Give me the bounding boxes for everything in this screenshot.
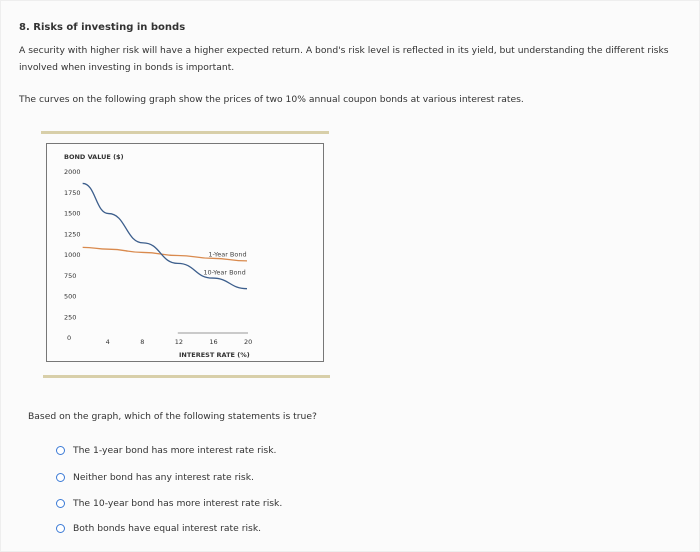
answer-option-1[interactable]: [56, 445, 276, 456]
y-tick-label: 500: [64, 292, 77, 301]
x-tick-label: 8: [140, 338, 145, 346]
answer-option-label: The 10-year bond has more interest rate risk.: [73, 498, 283, 509]
x-axis-label: INTEREST RATE (%): [179, 351, 250, 359]
x-tick-label: 12: [174, 338, 184, 346]
bond-price-chart: [46, 143, 324, 362]
bond-price-chart-svg: [47, 144, 323, 361]
question-heading: 8. Risks of investing in bonds: [19, 22, 186, 33]
series-label-1-year: 1-Year Bond: [208, 250, 247, 259]
intro-text: A security with higher risk will have a higher expected return. A bond's risk level is reflected in its yield, but understanding the different risks involved when investing in bonds is important.: [19, 45, 669, 73]
y-tick-label: 0: [67, 334, 72, 342]
radio-button[interactable]: [56, 446, 65, 455]
y-tick-label: 1250: [64, 230, 81, 239]
y-tick-label: 1000: [64, 251, 81, 259]
x-tick-label: 16: [209, 338, 218, 346]
y-tick-label: 750: [64, 271, 77, 280]
answer-option-2[interactable]: [56, 472, 254, 483]
question-prompt: Based on the graph, which of the following statements is true?: [28, 411, 317, 422]
y-tick-label: 250: [64, 313, 77, 322]
y-axis-label: BOND VALUE ($): [64, 153, 124, 161]
y-tick-label: 1500: [64, 209, 81, 218]
y-tick-label: 2000: [64, 168, 81, 176]
series-label-10-year: 10-Year Bond: [203, 268, 246, 277]
radio-button[interactable]: [56, 499, 65, 508]
graph-top-divider: [41, 131, 329, 134]
answer-option-4[interactable]: [56, 523, 261, 534]
radio-button[interactable]: [56, 473, 65, 482]
radio-button[interactable]: [56, 524, 65, 533]
x-tick-label: 20: [244, 338, 253, 346]
graph-intro-text: The curves on the following graph show the prices of two 10% annual coupon bonds at various interest rates.: [19, 94, 524, 105]
graph-bottom-divider: [43, 375, 330, 378]
answer-option-label: The 1-year bond has more interest rate risk.: [73, 445, 277, 456]
answer-option-3[interactable]: [56, 498, 282, 509]
answer-option-label: Neither bond has any interest rate risk.: [73, 472, 254, 483]
answer-option-label: Both bonds have equal interest rate risk.: [73, 523, 262, 534]
y-tick-label: 1750: [64, 188, 81, 197]
x-tick-label: 4: [105, 338, 110, 346]
